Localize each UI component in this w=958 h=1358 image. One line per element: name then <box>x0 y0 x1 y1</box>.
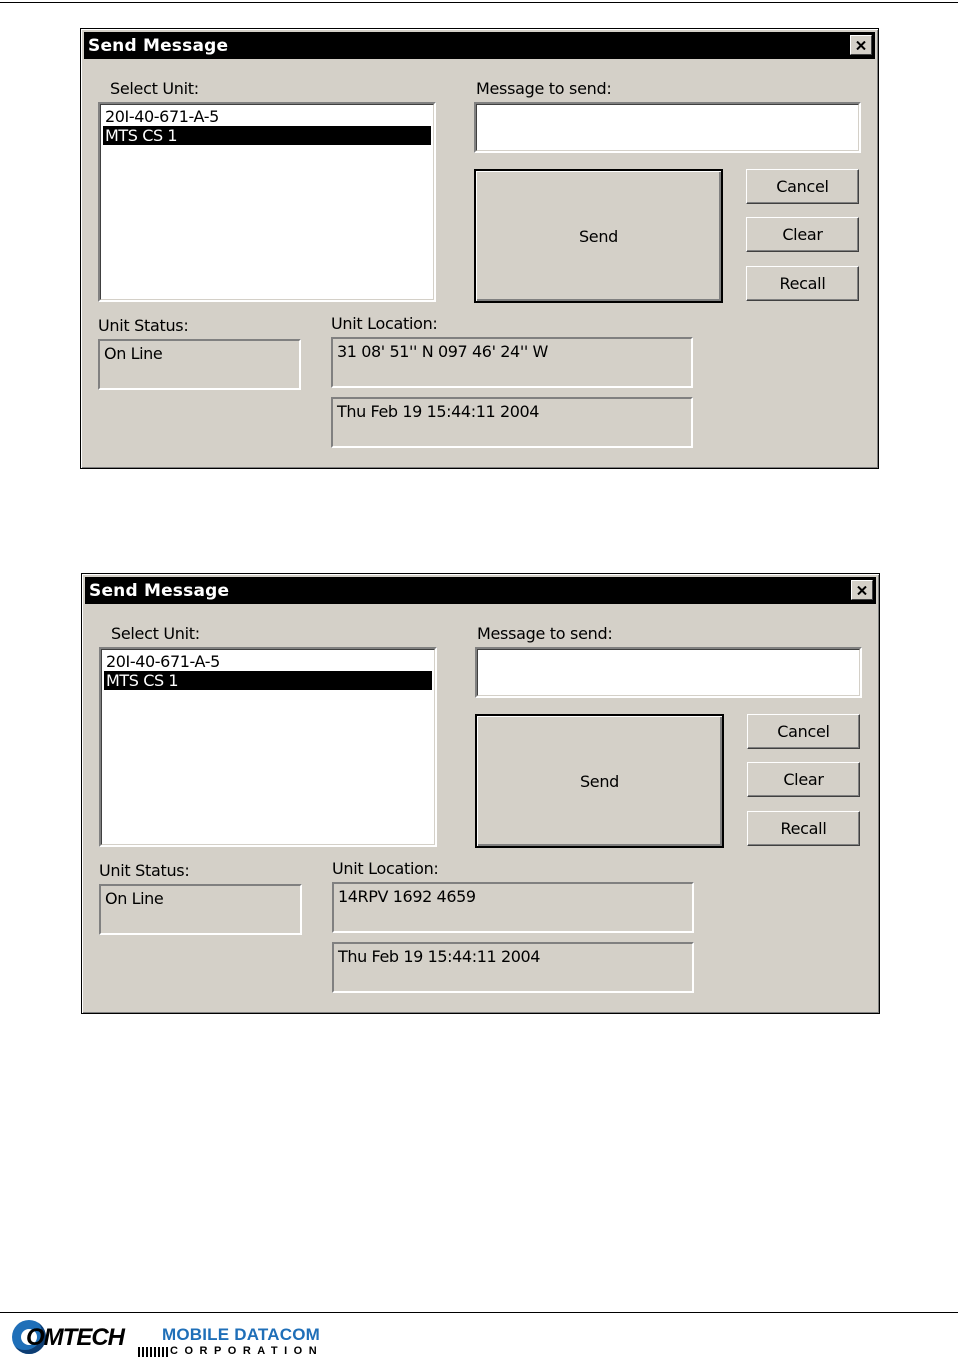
header-rule <box>0 2 958 3</box>
timestamp-box <box>332 942 694 993</box>
select-unit-label: Select Unit: <box>111 624 200 643</box>
unit-status-box <box>99 884 302 935</box>
comtech-logo <box>10 1318 330 1358</box>
unit-list-item[interactable]: 20I-40-671-A-5 <box>106 652 220 671</box>
send-button[interactable]: Send <box>474 169 723 303</box>
logo-stripes <box>138 1347 168 1357</box>
unit-location-label: Unit Location: <box>332 859 439 878</box>
logo-wordmark: OMTECH <box>26 1324 124 1351</box>
unit-location-box <box>332 882 694 933</box>
message-label: Message to send: <box>476 79 612 98</box>
unit-list-item-selected[interactable]: MTS CS 1 <box>103 126 431 145</box>
footer-rule <box>0 1312 958 1313</box>
close-button[interactable] <box>851 580 873 600</box>
clear-button[interactable]: Clear <box>747 762 860 797</box>
unit-list-item-selected[interactable]: MTS CS 1 <box>104 671 432 690</box>
timestamp-value: Thu Feb 19 15:44:11 2004 <box>338 947 541 966</box>
logo-line-2: CORPORATION <box>170 1345 324 1357</box>
select-unit-label: Select Unit: <box>110 79 199 98</box>
send-message-dialog <box>81 573 880 1014</box>
close-icon <box>856 41 866 50</box>
unit-location-value: 14RPV 1692 4659 <box>338 887 476 906</box>
timestamp-box <box>331 397 693 448</box>
send-message-dialog <box>80 28 879 469</box>
message-field[interactable] <box>475 647 862 698</box>
dialog-title: Send Message <box>89 581 230 601</box>
title-bar <box>85 577 876 604</box>
unit-status-value: On Line <box>105 889 164 908</box>
unit-list-item[interactable]: 20I-40-671-A-5 <box>105 107 219 126</box>
unit-status-label: Unit Status: <box>98 316 189 335</box>
title-bar <box>84 32 875 59</box>
close-icon <box>857 586 867 595</box>
unit-location-box <box>331 337 693 388</box>
unit-status-label: Unit Status: <box>99 861 190 880</box>
unit-status-box <box>98 339 301 390</box>
send-button[interactable]: Send <box>475 714 724 848</box>
dialog-title: Send Message <box>88 36 229 56</box>
close-button[interactable] <box>850 35 872 55</box>
unit-listbox[interactable] <box>99 647 437 847</box>
unit-listbox[interactable] <box>98 102 436 302</box>
message-field[interactable] <box>474 102 861 153</box>
message-label: Message to send: <box>477 624 613 643</box>
recall-button[interactable]: Recall <box>747 811 860 846</box>
clear-button[interactable]: Clear <box>746 217 859 252</box>
unit-status-value: On Line <box>104 344 163 363</box>
logo-line-1: MOBILE DATACOM <box>162 1325 320 1344</box>
unit-location-value: 31 08' 51'' N 097 46' 24'' W <box>337 342 548 361</box>
timestamp-value: Thu Feb 19 15:44:11 2004 <box>337 402 540 421</box>
cancel-button[interactable]: Cancel <box>746 169 859 204</box>
unit-location-label: Unit Location: <box>331 314 438 333</box>
recall-button[interactable]: Recall <box>746 266 859 301</box>
cancel-button[interactable]: Cancel <box>747 714 860 749</box>
